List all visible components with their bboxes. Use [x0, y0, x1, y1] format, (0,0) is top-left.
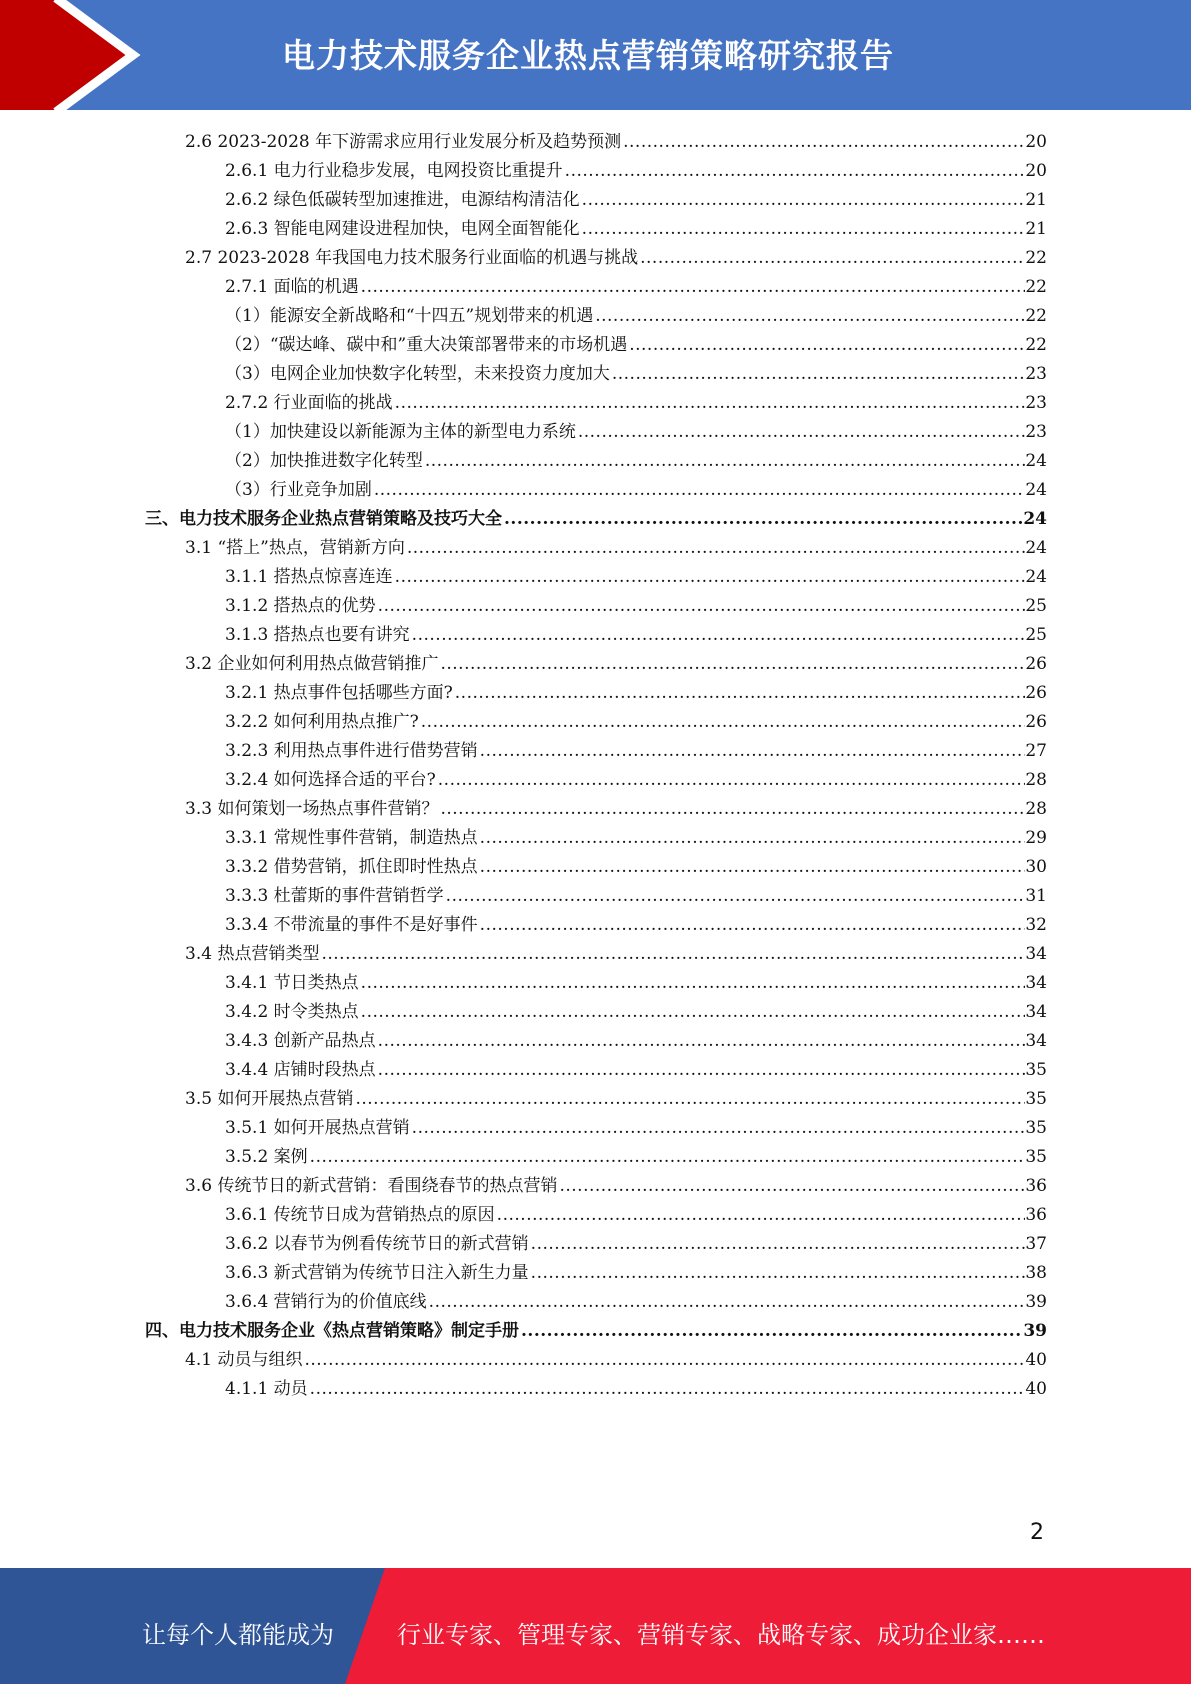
arrow-decoration-icon: [0, 0, 160, 110]
toc-entry-page: 39: [1025, 1292, 1047, 1312]
toc-entry-label: 3.6.4 营销行为的价值底线: [225, 1292, 427, 1312]
toc-entry[interactable]: [225, 1056, 1047, 1085]
toc-entry[interactable]: [225, 273, 1047, 302]
toc-entry-page: 22: [1025, 306, 1047, 326]
dot-leader: [436, 766, 1026, 795]
toc-entry-label: 3.1.2 搭热点的优势: [225, 596, 376, 616]
dot-leader: [478, 911, 1026, 940]
toc-entry-page: 34: [1025, 1031, 1047, 1051]
toc-entry-label: 三、电力技术服务企业热点营销策略及技巧大全: [145, 509, 502, 529]
toc-entry[interactable]: [225, 737, 1047, 766]
toc-entry[interactable]: [225, 882, 1047, 911]
toc-entry[interactable]: [185, 940, 1047, 969]
toc-entry-label: 3.6.3 新式营销为传统节日注入新生力量: [225, 1263, 529, 1283]
toc-entry-label: （1）能源安全新战略和“十四五”规划带来的机遇: [225, 306, 594, 326]
dot-leader: [627, 331, 1025, 360]
toc-entry-page: 38: [1025, 1263, 1047, 1283]
toc-entry[interactable]: [145, 1317, 1047, 1346]
toc-entry-page: 20: [1025, 161, 1047, 181]
toc-entry-page: 34: [1025, 944, 1047, 964]
toc-entry-label: 2.7.1 面临的机遇: [225, 277, 359, 297]
toc-entry-label: （2）加快推进数字化转型: [225, 451, 423, 471]
dot-leader: [372, 476, 1026, 505]
dot-leader: [557, 1172, 1025, 1201]
dot-leader: [529, 1259, 1026, 1288]
dot-leader: [438, 795, 1025, 824]
toc-entry-page: 27: [1025, 741, 1047, 761]
toc-entry-page: 37: [1025, 1234, 1047, 1254]
toc-entry-label: （1）加快建设以新能源为主体的新型电力系统: [225, 422, 576, 442]
toc-entry-page: 24: [1025, 567, 1047, 587]
dot-leader: [580, 215, 1026, 244]
toc-entry[interactable]: [225, 1027, 1047, 1056]
toc-entry-label: 3.4.2 时令类热点: [225, 1002, 359, 1022]
dot-leader: [438, 650, 1025, 679]
toc-entry[interactable]: [225, 215, 1047, 244]
toc-entry-page: 20: [1025, 132, 1047, 152]
toc-entry-page: 25: [1025, 596, 1047, 616]
dot-leader: [621, 128, 1025, 157]
toc-entry[interactable]: [225, 476, 1047, 505]
toc-entry-page: 35: [1025, 1118, 1047, 1138]
toc-entry[interactable]: [225, 969, 1047, 998]
dot-leader: [580, 186, 1026, 215]
toc-entry[interactable]: [225, 1143, 1047, 1172]
toc-entry-page: 22: [1025, 277, 1047, 297]
toc-entry-label: 四、电力技术服务企业《热点营销策略》制定手册: [145, 1321, 519, 1341]
toc-entry[interactable]: [225, 708, 1047, 737]
page-number: 2: [1030, 1520, 1044, 1545]
toc-entry-page: 36: [1025, 1205, 1047, 1225]
toc-entry[interactable]: [225, 331, 1047, 360]
toc-entry-page: 23: [1025, 364, 1047, 384]
toc-entry-page: 24: [1025, 538, 1047, 558]
toc-entry-label: 3.2 企业如何利用热点做营销推广: [185, 654, 439, 674]
toc-entry[interactable]: [225, 679, 1047, 708]
toc-entry-label: 3.4.3 创新产品热点: [225, 1031, 376, 1051]
toc-entry[interactable]: [225, 592, 1047, 621]
dot-leader: [359, 273, 1026, 302]
toc-entry[interactable]: [225, 563, 1047, 592]
toc-entry-page: 26: [1025, 712, 1047, 732]
toc-entry[interactable]: [225, 186, 1047, 215]
dot-leader: [478, 824, 1026, 853]
dot-leader: [453, 679, 1026, 708]
toc-entry[interactable]: [225, 1114, 1047, 1143]
toc-entry[interactable]: [185, 1346, 1047, 1375]
toc-entry-label: 3.1.3 搭热点也要有讲究: [225, 625, 410, 645]
toc-entry-page: 36: [1025, 1176, 1047, 1196]
dot-leader: [410, 1114, 1026, 1143]
toc-entry-label: 3.2.2 如何利用热点推广?: [225, 712, 419, 732]
toc-entry-label: 3.2.3 利用热点事件进行借势营销: [225, 741, 478, 761]
toc-entry-page: 24: [1025, 451, 1047, 471]
toc-entry-label: 3.3.3 杜蕾斯的事件营销哲学: [225, 886, 444, 906]
toc-entry-page: 23: [1025, 422, 1047, 442]
toc-entry-page: 26: [1025, 683, 1047, 703]
toc-entry[interactable]: [185, 128, 1047, 157]
toc-entry[interactable]: [225, 302, 1047, 331]
dot-leader: [427, 1288, 1026, 1317]
toc-entry-label: 3.6.1 传统节日成为营销热点的原因: [225, 1205, 495, 1225]
toc-entry-page: 30: [1025, 857, 1047, 877]
toc-entry-page: 31: [1025, 886, 1047, 906]
toc-entry-label: 3.6.2 以春节为例看传统节日的新式营销: [225, 1234, 529, 1254]
toc-entry[interactable]: [185, 534, 1047, 563]
toc-entry-label: 3.6 传统节日的新式营销：看围绕春节的热点营销: [185, 1176, 558, 1196]
toc-entry-label: 3.1 “搭上”热点，营销新方向: [185, 538, 405, 558]
toc-entry[interactable]: [225, 911, 1047, 940]
toc-entry[interactable]: [225, 1375, 1047, 1404]
toc-entry-label: 2.6.2 绿色低碳转型加速推进，电源结构清洁化: [225, 190, 580, 210]
toc-entry-page: 21: [1025, 219, 1047, 239]
footer-slogan-left: 让每个人都能成为: [142, 1621, 334, 1649]
toc-entry-label: 4.1 动员与组织: [185, 1350, 303, 1370]
dot-leader: [376, 1027, 1026, 1056]
toc-entry-label: （3）电网企业加快数字化转型，未来投资力度加大: [225, 364, 610, 384]
toc-entry-page: 21: [1025, 190, 1047, 210]
footer-slogan-right: 行业专家、管理专家、营销专家、战略专家、成功企业家……: [397, 1621, 1045, 1649]
toc-entry[interactable]: [225, 447, 1047, 476]
toc-entry-label: 3.3.2 借势营销，抓住即时性热点: [225, 857, 478, 877]
toc-entry-page: 22: [1025, 248, 1047, 268]
dot-leader: [376, 592, 1026, 621]
toc-entry[interactable]: [225, 766, 1047, 795]
toc-entry-label: 4.1.1 动员: [225, 1379, 308, 1399]
toc-entry[interactable]: [225, 1288, 1047, 1317]
dot-leader: [502, 505, 1023, 534]
toc-entry-label: 2.6.3 智能电网建设进程加快，电网全面智能化: [225, 219, 580, 239]
toc-entry-page: 24: [1025, 480, 1047, 500]
toc-entry[interactable]: [185, 1172, 1047, 1201]
toc-entry[interactable]: [225, 998, 1047, 1027]
toc-entry[interactable]: [185, 244, 1047, 273]
dot-leader: [576, 418, 1026, 447]
dot-leader: [376, 1056, 1026, 1085]
toc-entry-label: 3.2.1 热点事件包括哪些方面?: [225, 683, 453, 703]
dot-leader: [405, 534, 1026, 563]
dot-leader: [308, 1143, 1026, 1172]
toc-entry-label: 3.5 如何开展热点营销: [185, 1089, 354, 1109]
dot-leader: [359, 969, 1026, 998]
dot-leader: [478, 737, 1026, 766]
toc-entry-label: 3.3 如何策划一场热点事件营销？: [185, 799, 439, 819]
toc-entry-page: 39: [1023, 1321, 1047, 1341]
toc-entry-page: 23: [1025, 393, 1047, 413]
dot-leader: [353, 1085, 1025, 1114]
toc-entry-page: 29: [1025, 828, 1047, 848]
toc-entry-label: （2）“碳达峰、碳中和”重大决策部署带来的市场机遇: [225, 335, 628, 355]
toc-entry-label: 3.3.1 常规性事件营销，制造热点: [225, 828, 478, 848]
toc-entry-label: 3.3.4 不带流量的事件不是好事件: [225, 915, 478, 935]
toc-entry[interactable]: [225, 824, 1047, 853]
toc-entry-page: 25: [1025, 625, 1047, 645]
toc-entry[interactable]: [225, 157, 1047, 186]
toc-entry-label: 3.2.4 如何选择合适的平台?: [225, 770, 436, 790]
toc-entry[interactable]: [225, 360, 1047, 389]
toc-entry[interactable]: [225, 1259, 1047, 1288]
dot-leader: [638, 244, 1025, 273]
toc-entry-page: 40: [1025, 1350, 1047, 1370]
toc-entry-page: 26: [1025, 654, 1047, 674]
toc-entry-page: 35: [1025, 1147, 1047, 1167]
toc-entry-page: 34: [1025, 1002, 1047, 1022]
dot-leader: [529, 1230, 1026, 1259]
toc-entry-label: 3.5.2 案例: [225, 1147, 308, 1167]
toc-entry-page: 40: [1025, 1379, 1047, 1399]
toc-entry[interactable]: [145, 505, 1047, 534]
dot-leader: [563, 157, 1026, 186]
dot-leader: [359, 998, 1026, 1027]
toc-entry-label: 3.5.1 如何开展热点营销: [225, 1118, 410, 1138]
dot-leader: [519, 1317, 1023, 1346]
toc-entry-label: 3.4.1 节日类热点: [225, 973, 359, 993]
toc-entry-label: 3.1.1 搭热点惊喜连连: [225, 567, 393, 587]
toc-entry-page: 28: [1025, 799, 1047, 819]
dot-leader: [410, 621, 1026, 650]
dot-leader: [393, 389, 1026, 418]
toc-entry-label: 2.6 2023-2028 年下游需求应用行业发展分析及趋势预测: [185, 132, 622, 152]
toc-entry-page: 32: [1025, 915, 1047, 935]
dot-leader: [393, 563, 1026, 592]
toc-entry[interactable]: [225, 1230, 1047, 1259]
dot-leader: [495, 1201, 1026, 1230]
dot-leader: [610, 360, 1026, 389]
report-title: 电力技术服务企业热点营销策略研究报告: [282, 36, 894, 75]
toc-entry[interactable]: [185, 650, 1047, 679]
toc-entry-label: 3.4.4 店铺时段热点: [225, 1060, 376, 1080]
toc-entry-label: 2.7.2 行业面临的挑战: [225, 393, 393, 413]
toc-entry[interactable]: [225, 853, 1047, 882]
dot-leader: [444, 882, 1026, 911]
page-footer: [0, 1568, 1191, 1684]
toc-entry[interactable]: [185, 1085, 1047, 1114]
toc-entry[interactable]: [185, 795, 1047, 824]
toc-entry-label: 2.6.1 电力行业稳步发展，电网投资比重提升: [225, 161, 563, 181]
toc-entry-page: 34: [1025, 973, 1047, 993]
dot-leader: [419, 708, 1026, 737]
dot-leader: [308, 1375, 1026, 1404]
toc-entry[interactable]: [225, 621, 1047, 650]
toc-entry-label: 3.4 热点营销类型: [185, 944, 320, 964]
dot-leader: [423, 447, 1026, 476]
toc-entry[interactable]: [225, 1201, 1047, 1230]
toc-entry-page: 35: [1025, 1089, 1047, 1109]
toc-entry-page: 28: [1025, 770, 1047, 790]
dot-leader: [302, 1346, 1025, 1375]
toc-entry-label: （3）行业竞争加剧: [225, 480, 372, 500]
toc-entry[interactable]: [225, 418, 1047, 447]
dot-leader: [593, 302, 1025, 331]
dot-leader: [478, 853, 1026, 882]
toc-entry-page: 22: [1025, 335, 1047, 355]
toc-entry-page: 24: [1023, 509, 1047, 529]
dot-leader: [319, 940, 1025, 969]
toc-entry-page: 35: [1025, 1060, 1047, 1080]
toc-entry-label: 2.7 2023-2028 年我国电力技术服务行业面临的机遇与挑战: [185, 248, 639, 268]
toc-entry[interactable]: [225, 389, 1047, 418]
page-header: [0, 0, 1191, 110]
